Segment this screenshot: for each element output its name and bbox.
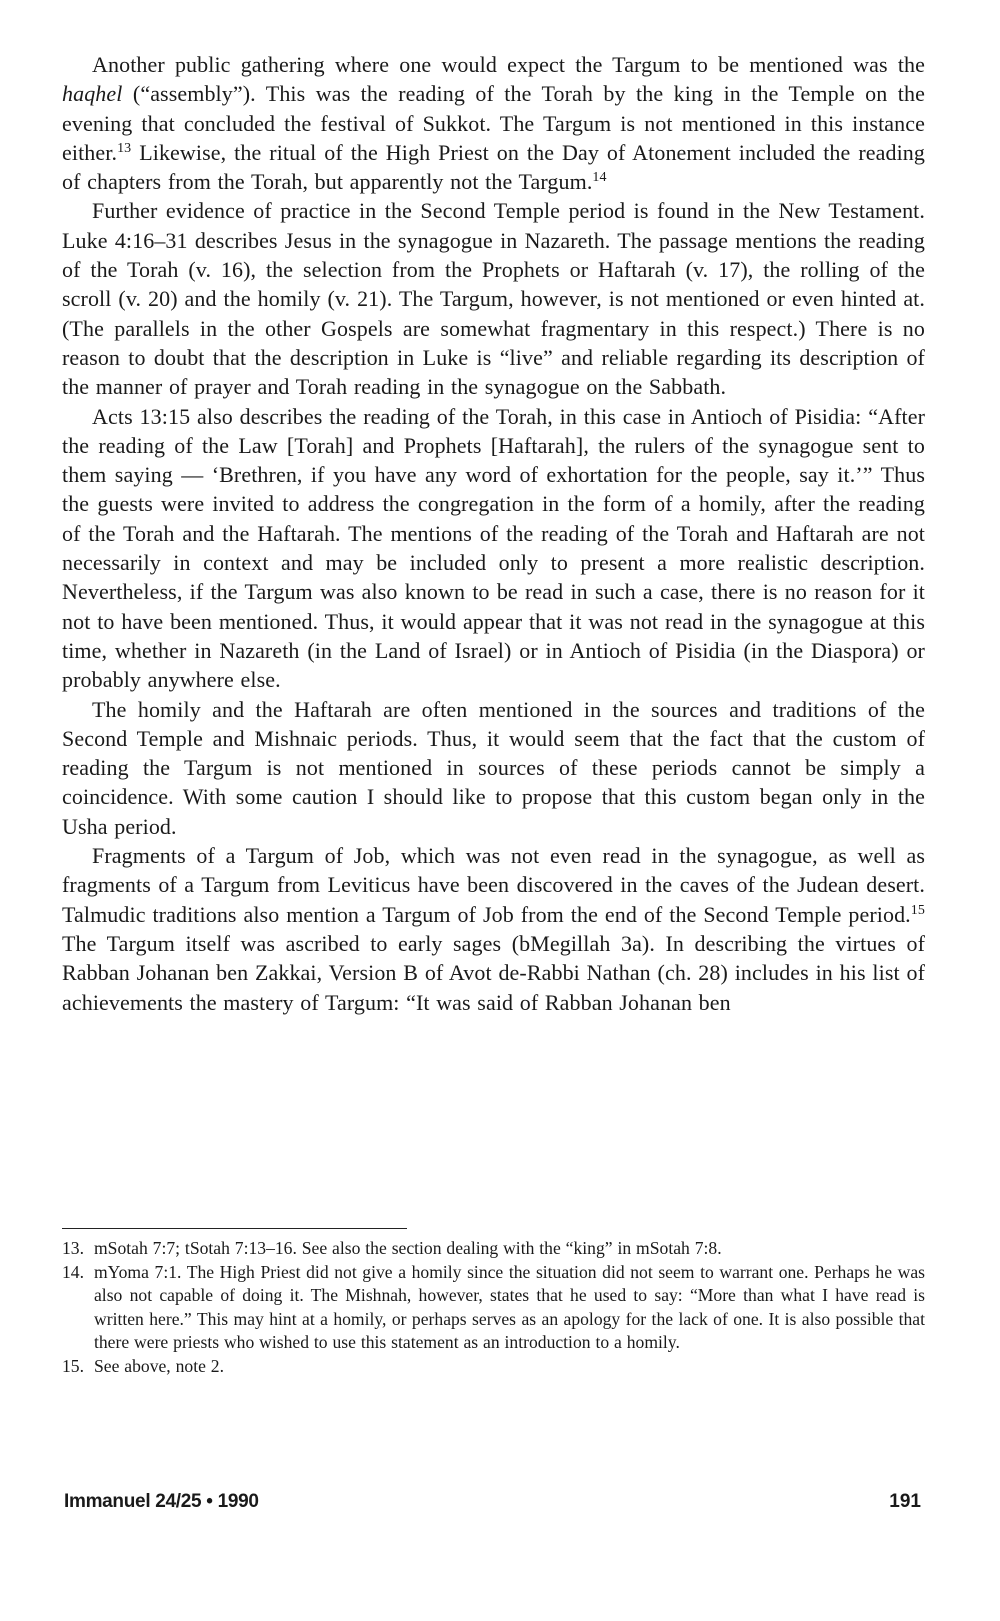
footnote-text: mSotah 7:7; tSotah 7:13–16. See also the section dealing with the “king” in mSotah 7:8. xyxy=(94,1238,722,1258)
footnotes xyxy=(62,1237,925,1379)
footnote-number: 15. xyxy=(62,1356,84,1377)
footnote xyxy=(62,1355,925,1378)
paragraph xyxy=(62,841,925,1017)
journal-footer: Immanuel 24/25 • 1990 xyxy=(64,1491,259,1512)
footnote-number: 14. xyxy=(62,1262,84,1283)
footnote-ref: 13 xyxy=(117,140,132,156)
paragraph-text: Another public gathering where one would expect the Targum to be mentioned was the xyxy=(92,52,925,77)
main-text xyxy=(62,50,925,1017)
italic-term: haqhel xyxy=(62,81,123,107)
paragraph-text: The homily and the Haftarah are often mentioned in the sources and traditions of the Second Temple and Mishnaic periods. Thus, it would seem that the fact that the custom of reading the Targum is not mentioned in sources of these periods cannot be simply a coincidence. With some caution I should like to propose that this custom began only in the Usha period. xyxy=(62,696,925,839)
paragraph xyxy=(62,196,925,401)
footnote-divider xyxy=(62,1228,407,1229)
paragraph-text: Fragments of a Targum of Job, which was not even read in the synagogue, as well as fragments of a Targum from Leviticus have been discovered in the caves of the Judean desert. Talmudic traditions also mention a Targum of Job from the end of the Second Temple period. xyxy=(62,843,925,927)
paragraph xyxy=(62,695,925,841)
footnote xyxy=(62,1261,925,1354)
footnote xyxy=(62,1237,925,1260)
paragraph xyxy=(62,402,925,695)
paragraph-text: Acts 13:15 also describes the reading of the Torah, in this case in Antioch of Pisidia: “After the reading of the Law [Torah] and Prophets [Haftarah], the rulers of the synagogue sent to them saying — ‘Brethren, if you have any word of exhortation for the people, say it.’” Thus the guests were invited to address the congregation in the form of a homily, after the reading of the Torah and the Haftarah. The mentions of the reading of the Torah and Haftarah are not necessarily in context and may be included only to present a more realistic description. Nevertheless, if the Targum was also known to be read in such a case, there is no reason for it not to have been mentioned. Thus, it would appear that it was not read in the synagogue at this time, whether in Nazareth (in the Land of Israel) or in Antioch of Pisidia (in the Diaspora) or probably anywhere else. xyxy=(62,403,925,693)
footnote-ref: 14 xyxy=(592,170,607,186)
paragraph xyxy=(62,50,925,196)
footnote-ref: 15 xyxy=(910,902,925,918)
paragraph-text: The Targum itself was ascribed to early sages (bMegillah 3a). In describing the virtues of Rabban Johanan ben Zakkai, Version B of Avot de-Rabbi Nathan (ch. 28) includes in his list of achievements the mastery of Targum: “It was said of Rabban Johanan ben xyxy=(62,930,925,1015)
paragraph-text: Further evidence of practice in the Second Temple period is found in the New Testament. Luke 4:16–31 describes Jesus in the synagogue in Nazareth. The passage mentions the reading of the Torah (v. 16), the selection from the Prophets or Haftarah (v. 17), the rolling of the scroll (v. 20) and the homily (v. 21). The Targum, however, is not mentioned or even hinted at. (The parallels in the other Gospels are somewhat fragmentary in this respect.) There is no reason to doubt that the description in Luke is “live” and reliable regarding its description of the manner of prayer and Torah reading in the synagogue on the Sabbath. xyxy=(62,198,925,400)
paragraph-text: Likewise, the ritual of the High Priest on the Day of Atonement included the reading of chapters from the Torah, but apparently not the Targum. xyxy=(62,139,925,195)
paragraph-text: (“assembly”). This was the reading of the Torah by the king in the Temple on the evening that concluded the festival of Sukkot. The Targum is not mentioned in this instance either. xyxy=(62,81,925,165)
footnote-number: 13. xyxy=(62,1238,84,1258)
footnote-text: See above, note 2. xyxy=(94,1356,224,1377)
footnote-text: mYoma 7:1. The High Priest did not give a homily since the situation did not seem to warrant one. Perhaps he was also not capable of doing it. The Mishnah, however, states that he used to say: “More than what I have read is written here.” This may hint at a homily, or perhaps serves as an apology for the lack of one. It is also possible that there were priests who wished to use this statement as an introduction to a homily. xyxy=(94,1262,925,1352)
page-number: 191 xyxy=(889,1491,921,1512)
